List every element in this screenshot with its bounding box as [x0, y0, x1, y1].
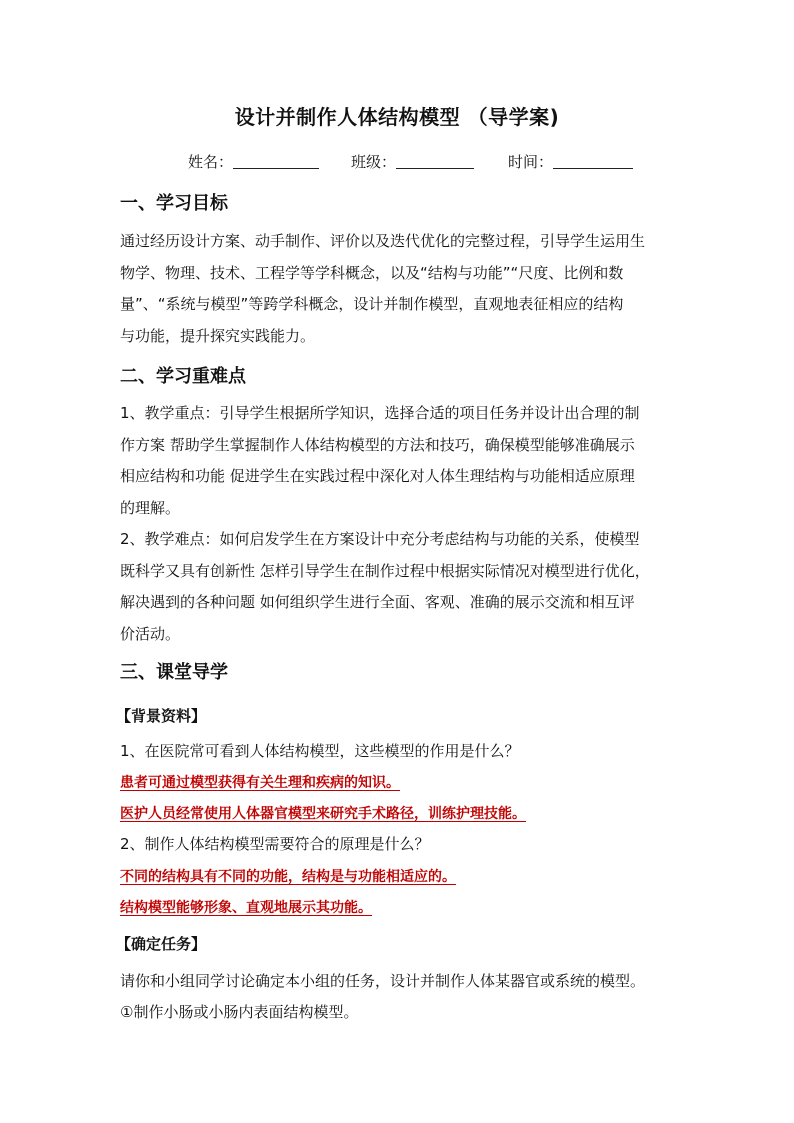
paragraph-line: 既科学又具有创新性 怎样引导学生在制作过程中根据实际情况对模型进行优化， [120, 561, 650, 580]
time-label: 时间： [508, 153, 554, 171]
goals-paragraph [120, 226, 680, 352]
paragraph-line: 作方案 帮助学生掌握制作人体结构模型的方法和技巧，确保模型能够准确展示 [120, 435, 635, 454]
background-label: 【背景资料】 [116, 707, 207, 725]
paragraph-line: 2、教学难点：如何启发学生在方案设计中充分考虑结构与功能的关系，使模型 [120, 530, 640, 548]
paragraph-line: 价活动。 [120, 624, 181, 643]
task-intro: 请你和小组同学讨论确定本小组的任务，设计并制作人体某器官或系统的模型。 [120, 972, 646, 990]
page-title: 设计并制作人体结构模型 （导学案) [234, 105, 560, 129]
answer-1-line-2: 医护人员经常使用人体器官模型来研究手术路径，训练护理技能。 [120, 806, 526, 822]
question-2: 2、制作人体结构模型需要符合的原理是什么？ [120, 835, 430, 853]
paragraph-line: 解决遇到的各种问题 如何组织学生进行全面、客观、准确的展示交流和相互评 [120, 593, 635, 611]
name-blank[interactable] [233, 152, 319, 169]
answer-1-line-1: 患者可通过模型获得有关生理和疾病的知识。 [120, 775, 400, 791]
paragraph-line: 通过经历设计方案、动手制作、评价以及迭代优化的完整过程，引导学生运用生 [120, 232, 646, 250]
task-label: 【确定任务】 [116, 935, 207, 953]
name-label: 姓名： [188, 153, 234, 171]
answer-2-line-1: 不同的结构具有不同的功能，结构是与功能相适应的。 [120, 869, 456, 885]
class-blank[interactable] [396, 152, 474, 169]
question-1: 1、在医院常可看到人体结构模型，这些模型的作用是什么？ [120, 742, 520, 760]
paragraph-line: 1、教学重点：引导学生根据所学知识，选择合适的项目任务并设计出合理的制 [120, 404, 640, 422]
section-heading-goals: 一、学习目标 [120, 193, 228, 214]
class-label: 班级： [351, 153, 397, 171]
task-option-1: ①制作小肠或小肠内表面结构模型。 [120, 1003, 359, 1021]
answer-2-line-2: 结构模型能够形象、直观地展示其功能。 [120, 900, 372, 916]
paragraph-line: 与功能，提升探究实践能力。 [120, 326, 316, 345]
section-heading-class-guide: 三、课堂导学 [120, 662, 228, 683]
paragraph-line: 相应结构和功能 促进学生在实践过程中深化对人体生理结构与功能相适应原理 [120, 467, 635, 485]
key-points-paragraph [120, 398, 680, 650]
paragraph-line: 量”、“系统与模型”等跨学科概念，设计并制作模型，直观地表征相应的结构 [120, 295, 624, 313]
section-heading-key-points: 二、学习重难点 [120, 366, 246, 387]
paragraph-line: 的理解。 [120, 498, 181, 517]
paragraph-line: 物学、物理、技术、工程学等学科概念，以及“结构与功能”“尺度、比例和数 [120, 263, 624, 282]
student-info-line [188, 151, 633, 172]
time-blank[interactable] [553, 152, 633, 169]
